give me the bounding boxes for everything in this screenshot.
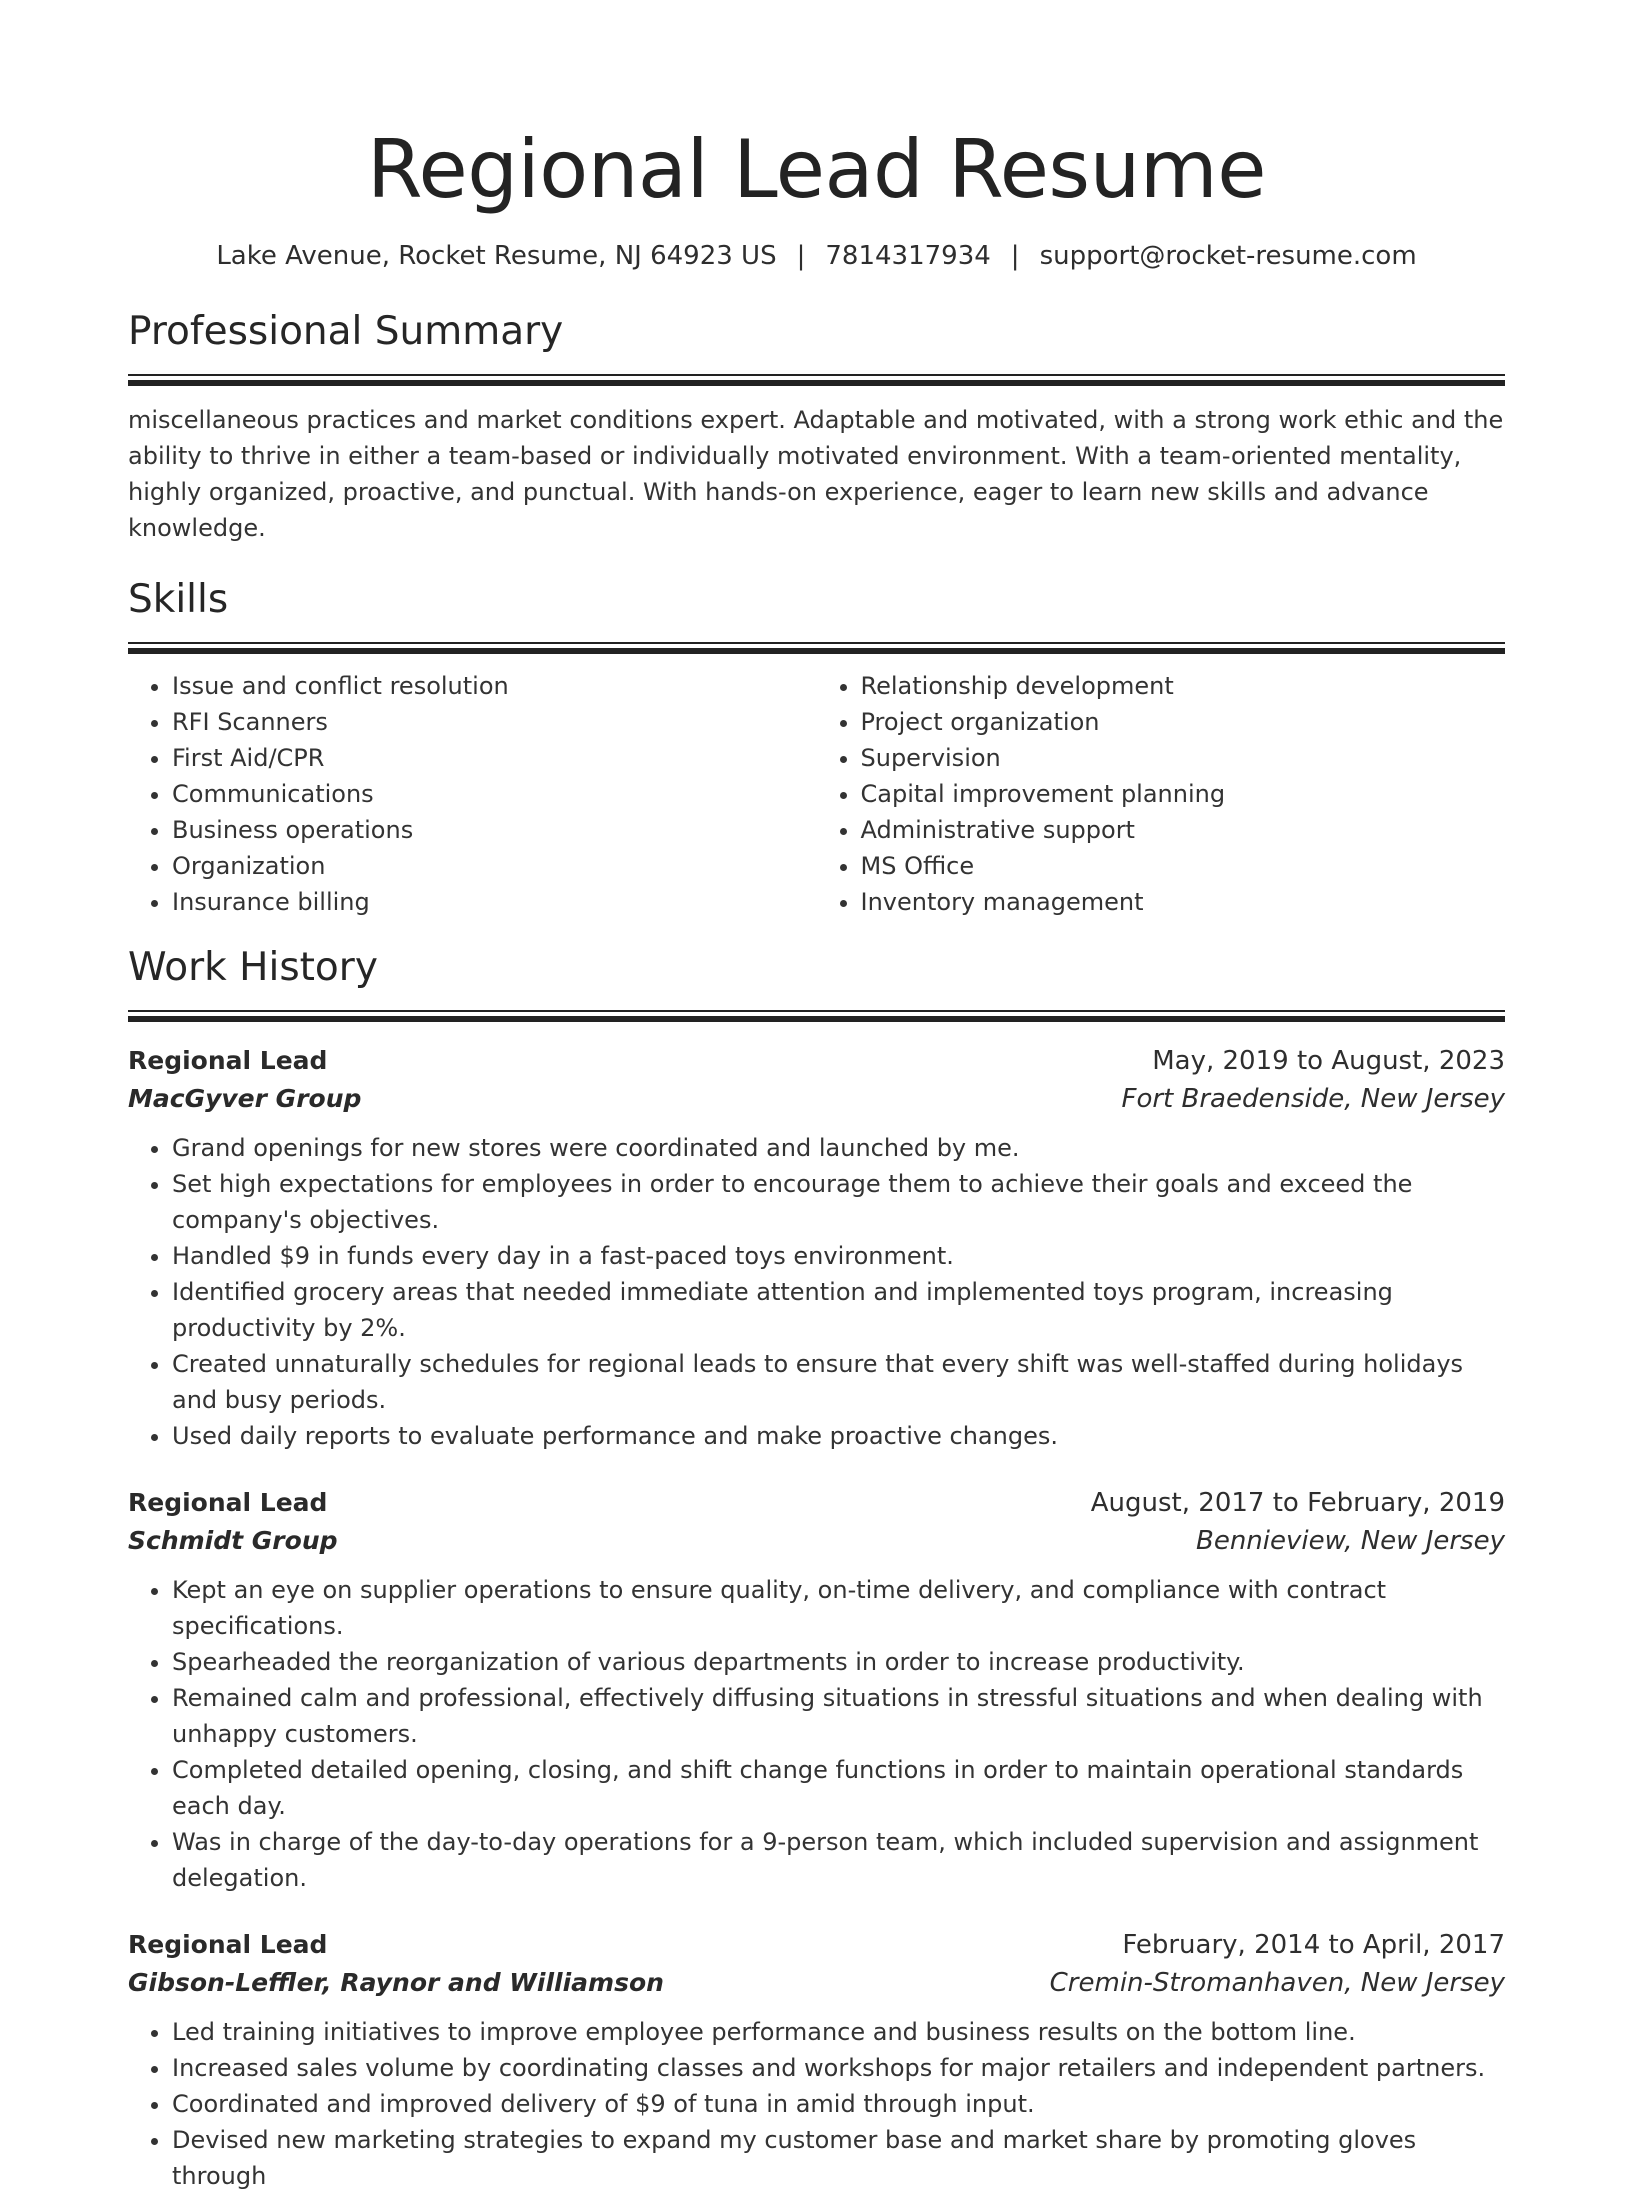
section-divider bbox=[128, 1010, 1505, 1022]
skill-item: • Business operations bbox=[172, 812, 817, 848]
job-company-row bbox=[128, 1522, 1505, 1560]
job-title: Regional Lead bbox=[128, 1930, 328, 1959]
job-dates: May, 2019 to August, 2023 bbox=[1152, 1046, 1505, 1076]
job-dates: August, 2017 to February, 2019 bbox=[1090, 1488, 1505, 1518]
job-location: Bennieview, New Jersey bbox=[1195, 1526, 1505, 1556]
skills-list-right bbox=[817, 668, 1506, 920]
skill-item: • RFI Scanners bbox=[172, 704, 817, 740]
job-bullet: • Spearheaded the reorganization of various departments in order to increase productivity. bbox=[172, 1644, 1505, 1680]
skill-item: • Organization bbox=[172, 848, 817, 884]
job-title: Regional Lead bbox=[128, 1488, 328, 1517]
section-heading-summary: Professional Summary bbox=[128, 309, 564, 354]
job-bullet: • Increased sales volume by coordinating classes and workshops for major retailers and independent partners. bbox=[172, 2050, 1505, 2086]
job-bullet: • Created unnaturally schedules for regional leads to ensure that every shift was well-staffed during holidays and busy periods. bbox=[172, 1346, 1505, 1418]
contact-separator: | bbox=[1010, 241, 1020, 271]
job-entry bbox=[128, 1484, 1505, 1896]
skill-item: • Issue and conflict resolution bbox=[172, 668, 817, 704]
job-entry bbox=[128, 1926, 1505, 2194]
skill-item: • Inventory management bbox=[861, 884, 1506, 920]
job-header-row bbox=[128, 1042, 1505, 1080]
work-history-section bbox=[128, 942, 1505, 2194]
job-header-row bbox=[128, 1484, 1505, 1522]
job-bullets bbox=[128, 1130, 1505, 1454]
resume-page bbox=[128, 0, 1505, 2194]
job-bullet: • Completed detailed opening, closing, and shift change functions in order to maintain operational standards each day. bbox=[172, 1752, 1505, 1824]
contact-separator: | bbox=[796, 241, 806, 271]
skill-item: • Project organization bbox=[861, 704, 1506, 740]
job-bullet: • Set high expectations for employees in order to encourage them to achieve their goals and exceed the company's objectives. bbox=[172, 1166, 1505, 1238]
section-divider bbox=[128, 642, 1505, 654]
skill-item: • Insurance billing bbox=[172, 884, 817, 920]
skills-list-left bbox=[128, 668, 817, 920]
job-bullet: • Kept an eye on supplier operations to ensure quality, on-time delivery, and compliance with contract specifications. bbox=[172, 1572, 1505, 1644]
skill-item: • Capital improvement planning bbox=[861, 776, 1506, 812]
skill-item: • MS Office bbox=[861, 848, 1506, 884]
job-bullets bbox=[128, 2014, 1505, 2194]
job-entry bbox=[128, 1042, 1505, 1454]
job-company: MacGyver Group bbox=[128, 1084, 362, 1113]
summary-section bbox=[128, 306, 1505, 546]
job-bullet: • Coordinated and improved delivery of $9 of tuna in amid through input. bbox=[172, 2086, 1505, 2122]
contact-phone: 7814317934 bbox=[825, 241, 991, 271]
job-header-row bbox=[128, 1926, 1505, 1964]
job-location: Cremin-Stromanhaven, New Jersey bbox=[1049, 1968, 1505, 1998]
contact-address: Lake Avenue, Rocket Resume, NJ 64923 US bbox=[216, 241, 777, 271]
skills-columns bbox=[128, 668, 1505, 920]
job-company: Schmidt Group bbox=[128, 1526, 338, 1555]
job-bullet: • Devised new marketing strategies to expand my customer base and market share by promoting gloves through bbox=[172, 2122, 1505, 2194]
job-bullet: • Handled $9 in funds every day in a fast-paced toys environment. bbox=[172, 1238, 1505, 1274]
section-heading-skills: Skills bbox=[128, 577, 229, 622]
summary-text: miscellaneous practices and market conditions expert. Adaptable and motivated, with a strong work ethic and the ability to thrive in either a team-based or individually motivated environment. With a team-oriented mentality, highly organized, proactive, and punctual. With hands-on experience, eager to learn new skills and advance knowledge. bbox=[128, 406, 1504, 542]
skill-item: • Supervision bbox=[861, 740, 1506, 776]
skills-section bbox=[128, 574, 1505, 920]
job-bullet: • Grand openings for new stores were coordinated and launched by me. bbox=[172, 1130, 1505, 1166]
section-divider bbox=[128, 374, 1505, 386]
job-company-row bbox=[128, 1964, 1505, 2002]
skill-item: • Communications bbox=[172, 776, 817, 812]
job-bullet: • Led training initiatives to improve employee performance and business results on the bottom line. bbox=[172, 2014, 1505, 2050]
job-bullets bbox=[128, 1572, 1505, 1896]
skill-item: • Relationship development bbox=[861, 668, 1506, 704]
job-location: Fort Braedenside, New Jersey bbox=[1121, 1084, 1505, 1114]
contact-line bbox=[128, 238, 1505, 274]
contact-email: support@rocket-resume.com bbox=[1039, 241, 1417, 271]
skill-item: • First Aid/CPR bbox=[172, 740, 817, 776]
job-company: Gibson-Leffler, Raynor and Williamson bbox=[128, 1968, 664, 1997]
job-bullet: • Remained calm and professional, effectively diffusing situations in stressful situations and when dealing with unhappy customers. bbox=[172, 1680, 1505, 1752]
job-dates: February, 2014 to April, 2017 bbox=[1122, 1930, 1505, 1960]
job-bullet: • Was in charge of the day-to-day operations for a 9-person team, which included supervision and assignment delegation. bbox=[172, 1824, 1505, 1896]
job-bullet: • Used daily reports to evaluate performance and make proactive changes. bbox=[172, 1418, 1505, 1454]
job-company-row bbox=[128, 1080, 1505, 1118]
job-bullet: • Identified grocery areas that needed immediate attention and implemented toys program, increasing productivity by 2%. bbox=[172, 1274, 1505, 1346]
job-title: Regional Lead bbox=[128, 1046, 328, 1075]
skill-item: • Administrative support bbox=[861, 812, 1506, 848]
section-heading-work-history: Work History bbox=[128, 945, 378, 990]
resume-title: Regional Lead Resume bbox=[367, 123, 1266, 216]
